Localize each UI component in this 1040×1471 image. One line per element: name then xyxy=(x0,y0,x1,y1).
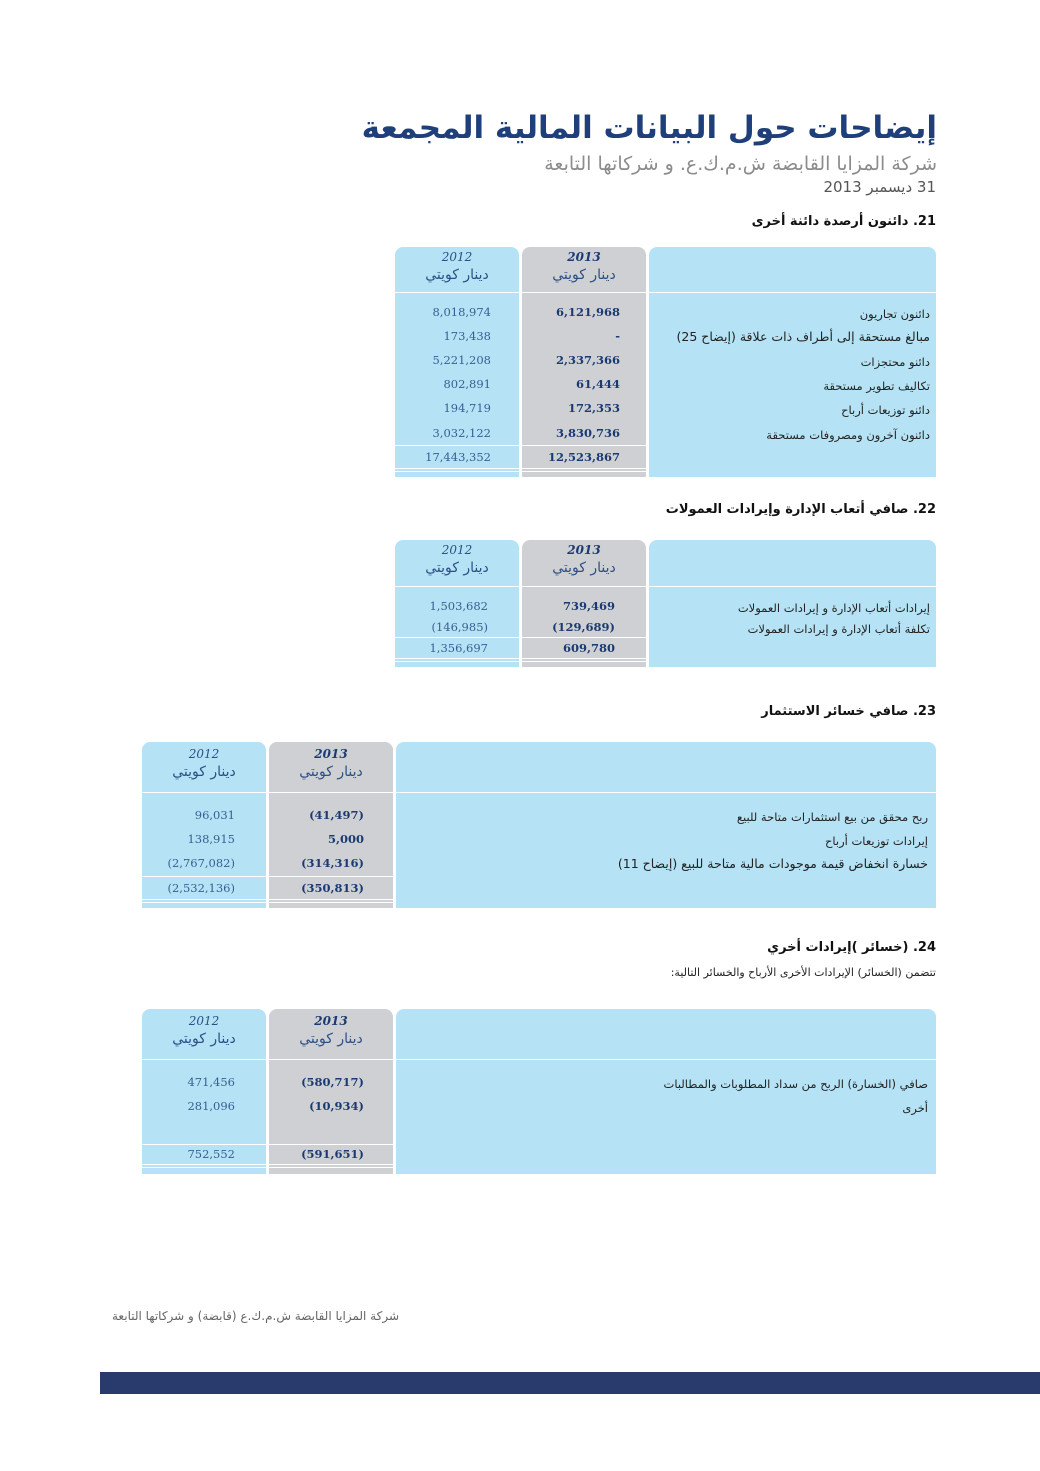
total-rule-top xyxy=(395,637,646,638)
n23-r2-label: إيرادات توزيعات أرباح xyxy=(824,834,928,848)
n23-r3-2013: (314,316) xyxy=(301,856,364,870)
header-divider xyxy=(142,1059,936,1060)
n23-r1-2013: (41,497) xyxy=(309,808,364,822)
note-21-table xyxy=(395,247,936,477)
company-name: شركة المزايا القابضة ش.م.ك.ع. و شركاتها التابعة xyxy=(544,153,937,175)
currency-2012-header: دينار كويتي xyxy=(425,560,489,576)
n23-r1-2012: 96,031 xyxy=(194,808,235,822)
n21-r3-2012: 5,221,208 xyxy=(432,353,491,367)
n21-r4-label: تكاليف تطوير مستحقة xyxy=(823,379,930,393)
currency-2012-header: دينار كويتي xyxy=(425,267,489,283)
n21-r5-label: دائنو توزيعات أرباح xyxy=(841,403,930,417)
year-2012-header: 2012 xyxy=(188,747,220,761)
n23-r2-2012: 138,915 xyxy=(187,832,235,846)
year-2013-header: 2013 xyxy=(314,1014,348,1028)
n21-r4-2012: 802,891 xyxy=(443,377,491,391)
n21-r2-2013: - xyxy=(615,329,620,343)
note-21-title: 21. دائنون أرصدة دائنة أخرى xyxy=(751,214,936,229)
n24-r2-2012: 281,096 xyxy=(187,1099,235,1113)
note-24-title: 24. (خسائر )إيرادات أخري xyxy=(767,940,936,955)
footer-company: شركة المزايا القابضة ش.م.ك.ع (قابضة) و شركاتها التابعة xyxy=(112,1309,400,1323)
n22-total-2012: 1,356,697 xyxy=(429,641,488,655)
currency-2013-header: دينار كويتي xyxy=(299,764,363,780)
n21-r3-label: دائنو محتجزات xyxy=(860,355,930,369)
column-description xyxy=(396,1009,936,1174)
n21-r1-label: دائنون تجاريون xyxy=(859,307,930,321)
n21-r2-2012: 173,438 xyxy=(443,329,491,343)
n21-r3-2013: 2,337,366 xyxy=(555,353,620,367)
n21-r1-2012: 8,018,974 xyxy=(432,305,491,319)
n22-r2-2013: (129,689) xyxy=(552,620,615,634)
n21-total-2013: 12,523,867 xyxy=(547,450,620,464)
currency-2013-header: دينار كويتي xyxy=(299,1031,363,1047)
currency-2012-header: دينار كويتي xyxy=(172,764,236,780)
n24-r2-label: أخرى xyxy=(902,1101,928,1115)
n23-total-2013: (350,813) xyxy=(301,881,364,895)
n21-r5-2012: 194,719 xyxy=(443,401,491,415)
n23-total-2012: (2,532,136) xyxy=(167,881,235,895)
n21-r4-2013: 61,444 xyxy=(575,377,620,391)
column-description xyxy=(396,742,936,908)
note-24-description: تتضمن (الخسائر) الإيرادات الأخرى الأرباح والخسائر التالية: xyxy=(670,966,936,979)
n21-r6-label: دائنون آخرون ومصروفات مستحقة xyxy=(766,428,930,442)
note-23-title: 23. صافي خسائر الاستثمار xyxy=(761,704,936,719)
note-24-table xyxy=(142,1009,936,1174)
n23-r3-2012: (2,767,082) xyxy=(167,856,235,870)
note-23-table xyxy=(142,742,936,908)
currency-2012-header: دينار كويتي xyxy=(172,1031,236,1047)
report-date: 31 ديسمبر 2013 xyxy=(823,178,936,196)
note-22-title: 22. صافي أتعاب الإدارة وإيرادات العمولات xyxy=(665,502,936,517)
year-2012-header: 2012 xyxy=(188,1014,220,1028)
n22-r2-2012: (146,985) xyxy=(431,620,488,634)
header-divider xyxy=(142,792,936,793)
year-2013-header: 2013 xyxy=(314,747,348,761)
total-rule-bottom xyxy=(395,658,646,659)
page-title: إيضاحات حول البيانات المالية المجمعة xyxy=(361,110,937,146)
n24-r2-2013: (10,934) xyxy=(309,1099,364,1113)
header-divider xyxy=(395,586,936,587)
total-rule-double xyxy=(142,902,393,903)
n21-r6-2012: 3,032,122 xyxy=(432,426,491,440)
n23-r3-label: خسارة انخفاض قيمة موجودات مالية متاحة للبيع (إيضاح 11) xyxy=(617,856,928,871)
n21-total-2012: 17,443,352 xyxy=(425,450,491,464)
n21-r1-2013: 6,121,968 xyxy=(555,305,620,319)
n24-r1-2013: (580,717) xyxy=(301,1075,364,1089)
total-rule-double xyxy=(395,471,646,472)
year-2012-header: 2012 xyxy=(441,543,473,557)
bottom-bar xyxy=(100,1372,1040,1394)
total-rule-double xyxy=(395,661,646,662)
n24-r1-label: صافي (الخسارة) الربح من سداد المطلوبات والمطالبات xyxy=(663,1077,928,1091)
n22-r1-2013: 739,469 xyxy=(562,599,615,613)
header-divider xyxy=(395,292,936,293)
n23-r1-label: ربح محقق من بيع استثمارات متاحة للبيع xyxy=(736,810,928,824)
n24-r1-2012: 471,456 xyxy=(187,1075,235,1089)
year-2012-header: 2012 xyxy=(441,250,473,264)
n24-total-2012: 752,552 xyxy=(187,1147,235,1161)
total-rule-double xyxy=(142,1167,393,1168)
n22-r1-label: إيرادات أتعاب الإدارة و إيرادات العمولات xyxy=(737,601,930,615)
n24-total-2013: (591,651) xyxy=(301,1147,364,1161)
total-rule-bottom xyxy=(142,1164,393,1165)
n23-r2-2013: 5,000 xyxy=(327,832,364,846)
currency-2013-header: دينار كويتي xyxy=(552,267,616,283)
n21-r6-2013: 3,830,736 xyxy=(555,426,620,440)
total-rule-bottom xyxy=(142,899,393,900)
n22-r1-2012: 1,503,682 xyxy=(429,599,488,613)
year-2013-header: 2013 xyxy=(567,543,601,557)
year-2013-header: 2013 xyxy=(567,250,601,264)
n22-r2-label: تكلفة أتعاب الإدارة و إيرادات العمولات xyxy=(747,622,930,636)
n22-total-2013: 609,780 xyxy=(562,641,615,655)
total-rule-bottom xyxy=(395,468,646,469)
note-22-table xyxy=(395,540,936,667)
n21-r5-2013: 172,353 xyxy=(567,401,620,415)
total-rule-top xyxy=(142,1144,393,1145)
total-rule-top xyxy=(142,876,393,877)
n21-r2-label: مبالغ مستحقة إلى أطراف ذات علاقة (إيضاح 25) xyxy=(676,329,930,344)
total-rule-top xyxy=(395,445,646,446)
currency-2013-header: دينار كويتي xyxy=(552,560,616,576)
